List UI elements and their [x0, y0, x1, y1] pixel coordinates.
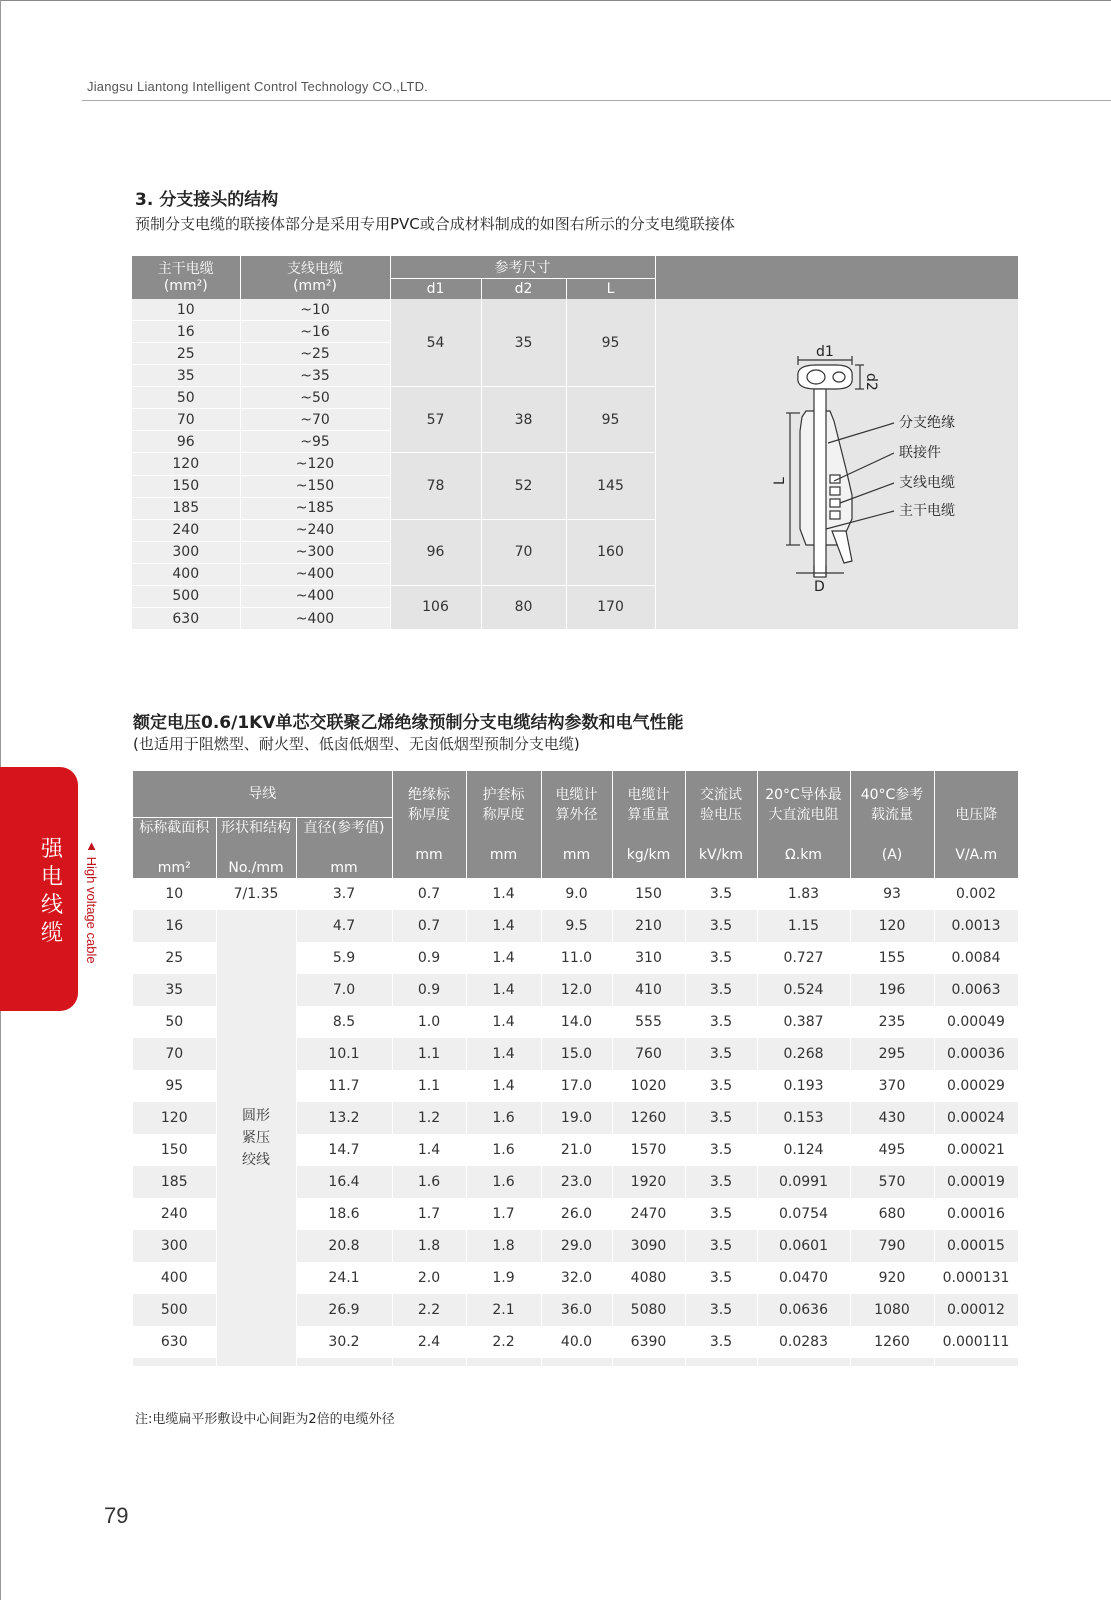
- dim-L-label: L: [771, 477, 788, 485]
- dim-d1-label: d1: [815, 344, 834, 360]
- page-frame-top: [0, 0, 1111, 1]
- label-branch-insulation: 分支绝缘: [898, 415, 955, 431]
- dim-D-label: D: [813, 579, 825, 595]
- label-branch-cable: 支线电缆: [898, 475, 955, 491]
- branch-joint-diagram: [656, 299, 1019, 629]
- page-number: 79: [104, 1503, 129, 1528]
- table-row: 70 10.1 1.1 1.4 15.0 760 3.5 0.268 295 0.00036: [133, 1038, 1018, 1070]
- header-weight: 电缆计 算重量 kg/km: [612, 771, 685, 878]
- label-connector: 联接件: [898, 445, 941, 461]
- table-row: 400 ~400: [132, 563, 1018, 585]
- table-row: 150 14.7 1.4 1.6 21.0 1570 3.5 0.124 495 0.00021: [133, 1134, 1018, 1166]
- header-diagram: [655, 256, 1018, 299]
- header-branch-cable: 支线电缆 (mm²): [240, 256, 390, 299]
- header-outer-dia: 电缆计 算外径 mm: [541, 771, 612, 878]
- branch-joint-dimension-table: [132, 256, 1018, 630]
- table-row: 120 ~120 78 52 145: [132, 453, 1018, 475]
- header-diameter: 直径(参考值) mm: [296, 818, 392, 879]
- side-category-english: ▲ High voltage cable: [84, 838, 99, 964]
- table-row: 35 7.0 0.9 1.4 12.0 410 3.5 0.524 196 0.0063: [133, 974, 1018, 1006]
- table-row: 10 7/1.35 3.7 0.7 1.4 9.0 150 3.5 1.83 93 0.002: [133, 878, 1018, 910]
- table-row: 25 ~25: [132, 343, 1018, 365]
- header-voltage-drop: 电压降 V/A.m: [934, 771, 1018, 878]
- header-current: 40°C参考 载流量 (A): [850, 771, 934, 878]
- footnote: 注:电缆扁平形敷设中心间距为2倍的电缆外径: [135, 1412, 395, 1427]
- table-row: 35 ~35: [132, 365, 1018, 387]
- table-row: 300 ~300: [132, 541, 1018, 563]
- header-d1: d1: [390, 279, 481, 300]
- header-area: 标称截面积 mm²: [133, 818, 216, 879]
- header-shape: 形状和结构 No./mm: [216, 818, 296, 879]
- table-row: 240 18.6 1.7 1.7 26.0 2470 3.5 0.0754 680 0.00016: [133, 1198, 1018, 1230]
- table-row: 300 20.8 1.8 1.8 29.0 3090 3.5 0.0601 790 0.00015: [133, 1230, 1018, 1262]
- header-L: L: [566, 279, 655, 300]
- shape-merged-cell: 圆形 紧压 绞线: [216, 910, 296, 1366]
- header-ac-voltage: 交流试 验电压 kV/km: [685, 771, 757, 878]
- dim-d2-label: d2: [862, 373, 879, 391]
- table-row: 630 30.2 2.4 2.2 40.0 6390 3.5 0.0283 1260 0.000111: [133, 1326, 1018, 1358]
- table-row: 50 ~50 57 38 95: [132, 387, 1018, 409]
- table-row: 25 5.9 0.9 1.4 11.0 310 3.5 0.727 155 0.0084: [133, 942, 1018, 974]
- cable-parameter-table: [133, 771, 1019, 1366]
- table-row: 70 ~70: [132, 409, 1018, 431]
- header-insulation: 绝缘标 称厚度 mm: [392, 771, 466, 878]
- header-d2: d2: [481, 279, 566, 300]
- section-title: 3. 分支接头的结构: [135, 190, 279, 210]
- header-rule: [82, 100, 1111, 101]
- header-sheath: 护套标 称厚度 mm: [466, 771, 541, 878]
- header-conductor: 导线: [133, 771, 392, 818]
- table-row: 500 ~400 106 80 170: [132, 585, 1018, 607]
- section2-title: 额定电压0.6/1KV单芯交联聚乙烯绝缘预制分支电缆结构参数和电气性能: [133, 713, 684, 733]
- section2-subtitle: (也适用于阻燃型、耐火型、低卤低烟型、无卤低烟型预制分支电缆): [133, 735, 580, 753]
- label-main-cable: 主干电缆: [898, 503, 955, 519]
- header-resistance: 20°C导体最 大直流电阻 Ω.km: [757, 771, 850, 878]
- header-ref-size: 参考尺寸: [390, 256, 655, 279]
- table-row: 95 11.7 1.1 1.4 17.0 1020 3.5 0.193 370 0.00029: [133, 1070, 1018, 1102]
- table-row: 185 ~185: [132, 497, 1018, 519]
- table-row: 500 26.9 2.2 2.1 36.0 5080 3.5 0.0636 1080 0.00012: [133, 1294, 1018, 1326]
- joint-diagram-cell: [655, 299, 1018, 630]
- table-row: 96 ~95: [132, 431, 1018, 453]
- table-row: 120 13.2 1.2 1.6 19.0 1260 3.5 0.153 430 0.00024: [133, 1102, 1018, 1134]
- section-description: 预制分支电缆的联接体部分是采用专用PVC或合成材料制成的如图右所示的分支电缆联接体: [135, 215, 735, 233]
- table-row: 16 圆形 紧压 绞线 4.7 0.7 1.4 9.5 210 3.5 1.15 120 0.0013: [133, 910, 1018, 942]
- side-category-label: 强电线缆: [40, 837, 63, 946]
- table-row: 16 ~16: [132, 321, 1018, 343]
- table-row: 630 ~400: [132, 608, 1018, 630]
- table-row: 10 ~10 54 35 95 d1 d2 L D 分支绝缘 联接件 支线电缆 主干电缆: [132, 299, 1018, 321]
- table-row: 240 ~240 96 70 160: [132, 519, 1018, 541]
- table-row: 50 8.5 1.0 1.4 14.0 555 3.5 0.387 235 0.00049: [133, 1006, 1018, 1038]
- side-category-tab: [0, 767, 78, 1011]
- header-main-cable: 主干电缆 (mm²): [132, 256, 240, 299]
- table-row: 400 24.1 2.0 1.9 32.0 4080 3.5 0.0470 920 0.000131: [133, 1262, 1018, 1294]
- company-header: Jiangsu Liantong Intelligent Control Technology CO.,LTD.: [87, 79, 428, 94]
- table-row: 185 16.4 1.6 1.6 23.0 1920 3.5 0.0991 570 0.00019: [133, 1166, 1018, 1198]
- table-row: 150 ~150: [132, 475, 1018, 497]
